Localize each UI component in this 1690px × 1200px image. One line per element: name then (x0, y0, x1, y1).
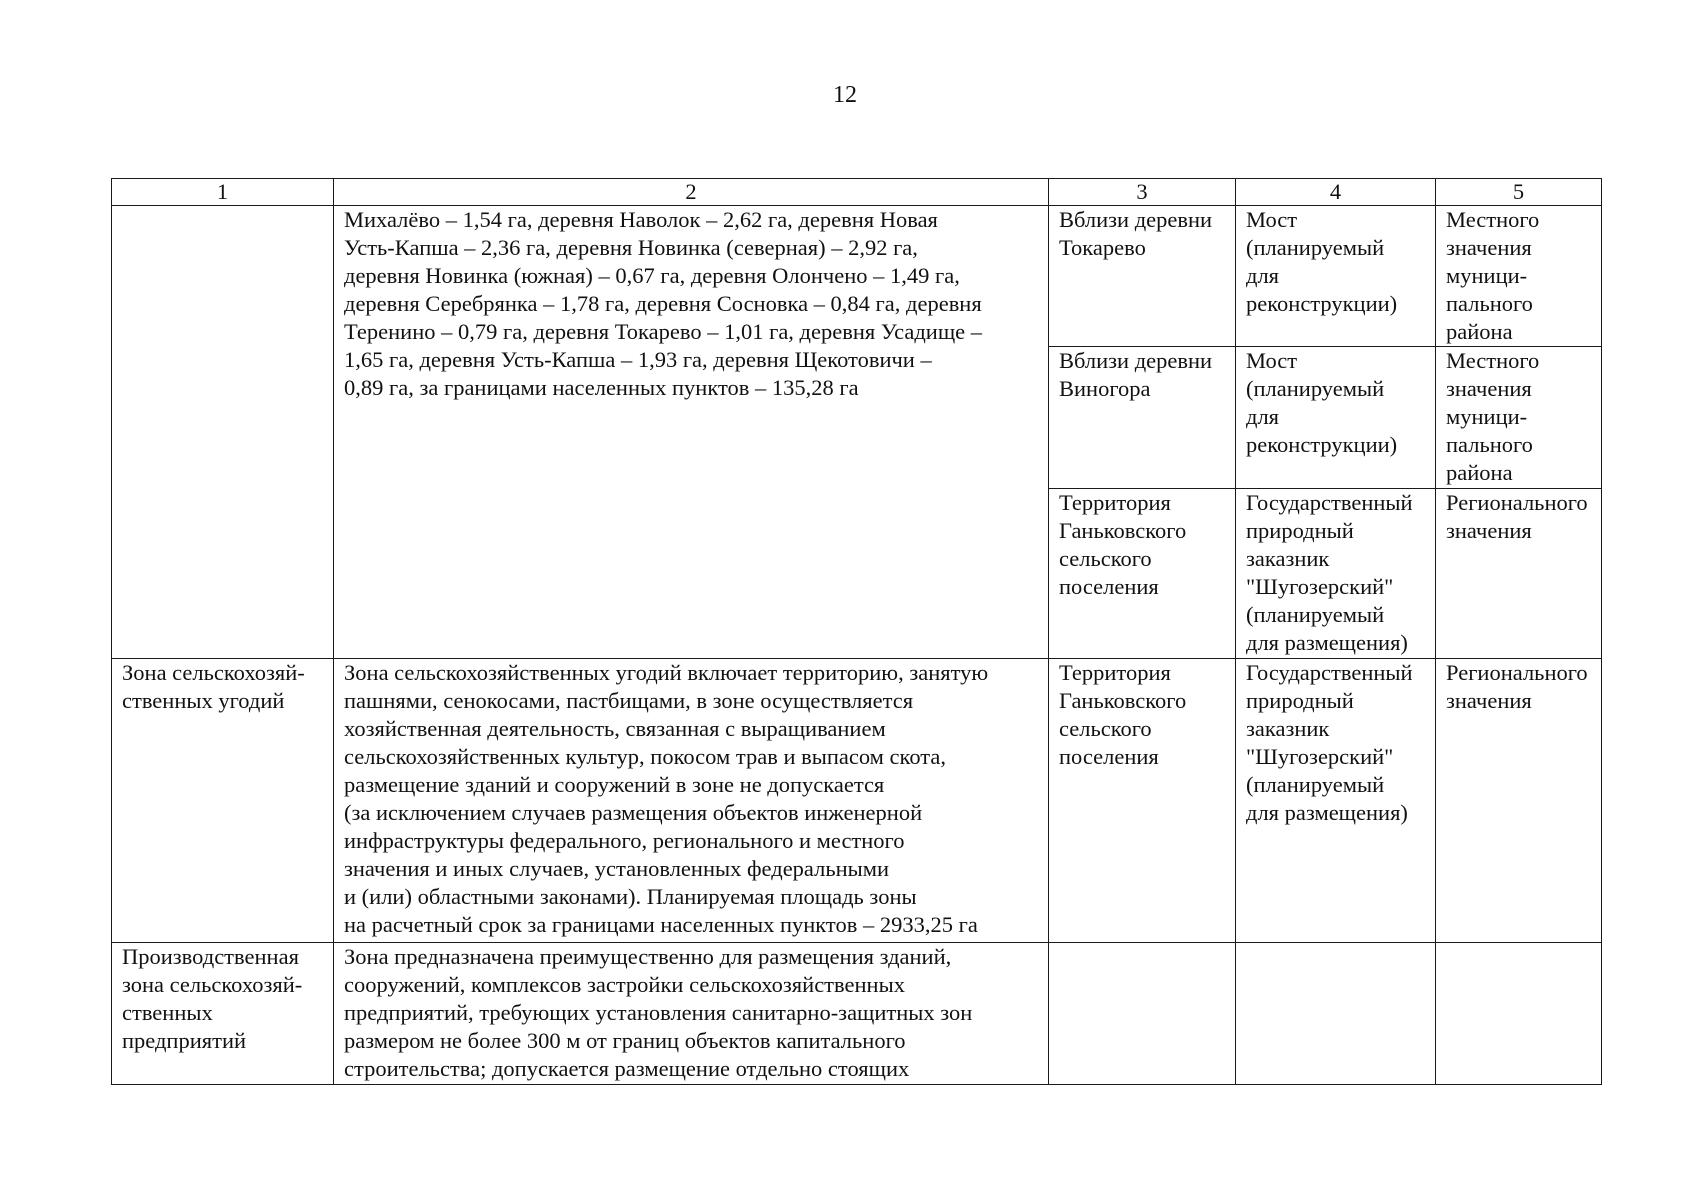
object-location-cell (1049, 943, 1236, 1085)
page-number: 12 (833, 82, 857, 108)
object-location-cell: Вблизи деревни Виногора (1049, 347, 1236, 489)
zone-description-cell: Михалёво – 1,54 га, деревня Наволок – 2,62 га, деревня Новая Усть-Капша – 2,36 га, деревня Новинка (северная) – 2,92 га, деревня Новинка (южная) – 0,67 га, деревня Олончено – 1,49 га, деревня Серебрянка – 1,78 га, деревня Сосновка – 0,84 га, деревня Теренино – 0,79 га, деревня Токарево – 1,01 га, деревня Усадище – 1,65 га, деревня Усть-Капша – 1,93 га, деревня Щекотовичи – 0,89 га, за границами населенных пунктов – 135,28 га (334, 206, 1049, 659)
column-header-1: 1 (112, 179, 334, 206)
object-significance-cell: Местного значения муници- пального района (1436, 206, 1602, 347)
zone-description-cell: Зона сельскохозяйственных угодий включает территорию, занятую пашнями, сенокосами, пастбищами, в зоне осуществляется хозяйственная деятельность, связанная с выращиванием сельскохозяйственных культур, покосом трав и выпасом скота, размещение зданий и сооружений в зоне не допускается (за исключением случаев размещения объектов инженерной инфраструктуры федерального, регионального и местного значения и иных случаев, установленных федеральными и (или) областными законами). Планируемая площадь зоны на расчетный срок за границами населенных пунктов – 2933,25 га (334, 659, 1049, 943)
object-location-cell: Территория Ганьковского сельского поселения (1049, 489, 1236, 659)
table-row (112, 943, 1602, 1085)
object-name-cell: Государственный природный заказник "Шугозерский" (планируемый для размещения) (1236, 659, 1436, 943)
column-header-2: 2 (334, 179, 1049, 206)
object-significance-cell (1436, 943, 1602, 1085)
zone-description-cell: Зона предназначена преимущественно для размещения зданий, сооружений, комплексов застройки сельскохозяйственных предприятий, требующих установления санитарно-защитных зон размером не более 300 м от границ объектов капитального строительства; допускается размещение отдельно стоящих (334, 943, 1049, 1085)
object-name-cell: Государственный природный заказник "Шугозерский" (планируемый для размещения) (1236, 489, 1436, 659)
table-row (112, 206, 1602, 347)
object-location-cell: Территория Ганьковского сельского поселения (1049, 659, 1236, 943)
column-header-3: 3 (1049, 179, 1236, 206)
table-header-row (112, 179, 1602, 206)
zone-name-cell (112, 206, 334, 659)
object-name-cell (1236, 943, 1436, 1085)
zone-name-cell: Зона сельскохозяй- ственных угодий (112, 659, 334, 943)
column-header-4: 4 (1236, 179, 1436, 206)
column-header-5: 5 (1436, 179, 1602, 206)
zones-table (111, 178, 1602, 1085)
object-significance-cell: Регионального значения (1436, 489, 1602, 659)
table-row (112, 659, 1602, 943)
object-significance-cell: Местного значения муници- пального района (1436, 347, 1602, 489)
object-name-cell: Мост (планируемый для реконструкции) (1236, 206, 1436, 347)
object-significance-cell: Регионального значения (1436, 659, 1602, 943)
zone-name-cell: Производственная зона сельскохозяй- ственных предприятий (112, 943, 334, 1085)
object-location-cell: Вблизи деревни Токарево (1049, 206, 1236, 347)
object-name-cell: Мост (планируемый для реконструкции) (1236, 347, 1436, 489)
